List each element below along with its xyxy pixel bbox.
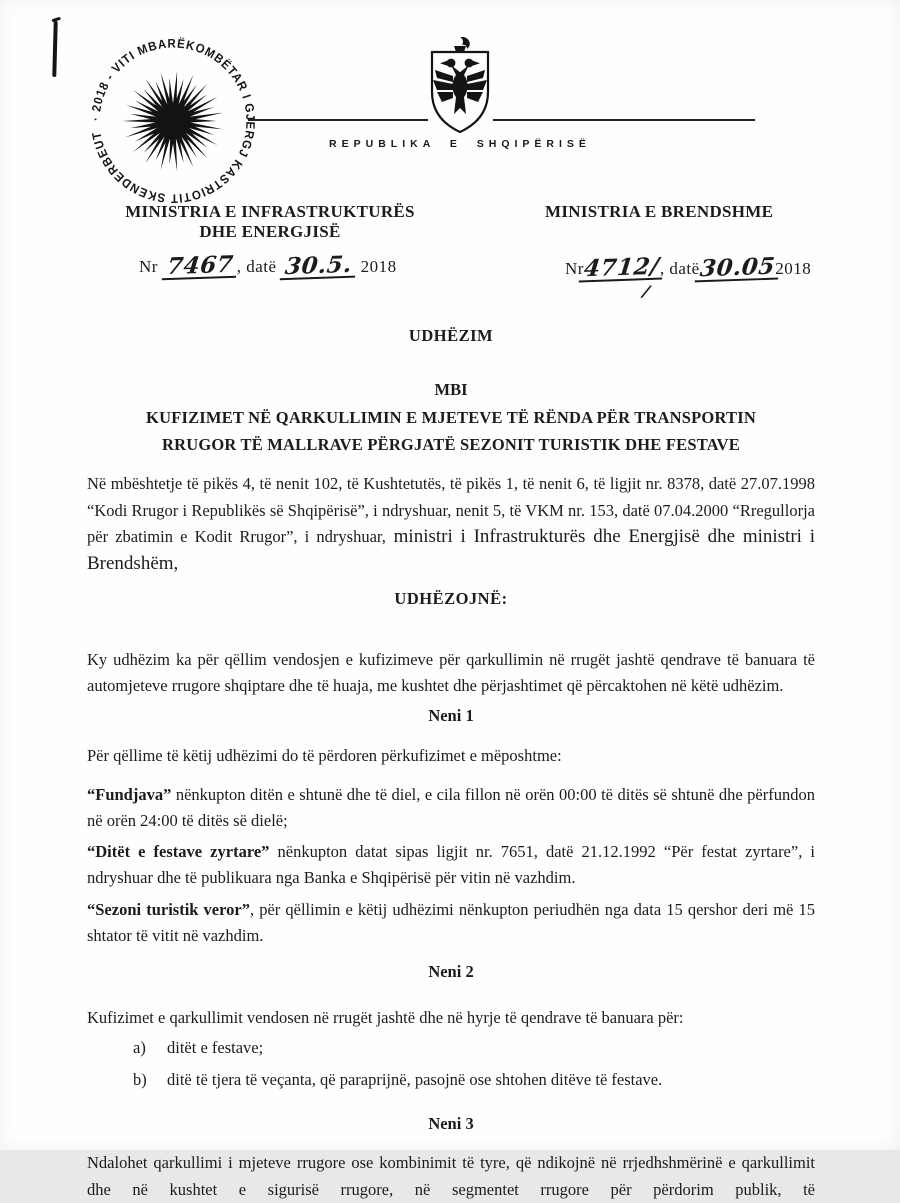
ministry-left-name-line1: MINISTRIA E INFRASTRUKTURËS xyxy=(125,202,415,221)
document-body xyxy=(87,0,815,1203)
handwritten-stroke: / xyxy=(640,281,652,303)
definition-term: “Sezoni turistik veror” xyxy=(87,899,250,919)
year-label: 2018 xyxy=(360,257,397,276)
definition-term: “Fundjava” xyxy=(87,784,172,804)
subject-preposition: MBI xyxy=(434,379,468,399)
definition-body: nënkupton ditën e shtunë dhe të diel, e cila fillon në orën 00:00 të ditës së shtunë dhe përfundon në orën 24:00 të ditës së dielë; xyxy=(87,784,815,830)
preamble-paragraph xyxy=(87,471,815,577)
order-heading: UDHËZOJNË: xyxy=(394,589,508,608)
article-1-heading: Neni 1 xyxy=(428,705,474,725)
subject-heading xyxy=(87,405,815,458)
list-item-b xyxy=(87,1067,815,1094)
legal-basis-text: Në mbështetje të pikës 4, të nenit 102, të Kushtetutës, të pikës 1, të nenit 6, të ligjit nr. 8378, datë 27.07.1998 “Kodi Rrugor i Republikës së Shqipërisë”, i ndryshuar, nenit 5, të VKM nr. 153, datë 07.04.2000 “Rregullorja për zbatimin e Kodit Rrugor”, i ndryshuar, xyxy=(87,474,815,546)
article-3-heading: Neni 3 xyxy=(428,1113,474,1133)
list-item-a xyxy=(87,1035,815,1062)
subject-line1: KUFIZIMET NË QARKULLIMIN E MJETEVE TË RËNDA PËR TRANSPORTIN xyxy=(146,408,756,427)
handwritten-date: 30.05 xyxy=(694,258,779,283)
handwritten-number: 7467 xyxy=(161,256,238,281)
ministry-right-name: MINISTRIA E BRENDSHME xyxy=(545,202,774,221)
subject-line2: RRUGOR TË MALLRAVE PËRGJATË SEZONIT TURISTIK DHE FESTAVE xyxy=(161,434,740,454)
date-label: , datë xyxy=(659,259,700,278)
purpose-paragraph: Ky udhëzim ka për qëllim vendosjen e kufizimeve për qarkullimin në rrugët jashtë qendrave të banuara të automjeteve rrugore shqiptare dhe të huaja, me kushtet dhe përjashtimet që përcaktohen në këtë udhëzim. xyxy=(87,649,815,695)
definition-fundjava xyxy=(87,782,815,835)
date-label: , datë xyxy=(236,257,277,276)
issuers-text: ministri i Infrastrukturës dhe Energjisë dhe ministri i Brendshëm, xyxy=(87,526,815,574)
list-text: ditët e festave; xyxy=(167,1037,264,1057)
handwritten-date: 30.5. xyxy=(280,256,357,281)
definition-sezoni-turistik xyxy=(87,897,815,950)
article-1-intro: Për qëllime të këtij udhëzimi do të përdoren përkufizimet e mëposhtme: xyxy=(87,746,562,765)
republic-label: REPUBLIKA E SHQIPËRISË xyxy=(329,138,591,150)
list-marker: a) xyxy=(133,1037,146,1057)
list-marker: b) xyxy=(133,1070,147,1089)
definition-body: nënkupton datat sipas ligjit nr. 7651, datë 21.12.1992 “Për festat zyrtare”, i ndryshuar dhe të publikuara nga Banka e Shqipërisë për vitin në vazhdim. xyxy=(87,841,815,887)
stamp-text: · 2018 - VITI MBARËKOMBËTAR I GJERGJ KASTRIOTIT SKENDERBEUT xyxy=(88,36,258,206)
doc-type-heading: UDHËZIM xyxy=(408,326,494,345)
article-3-paragraph: Ndalohet qarkullimi i mjeteve rrugore ose kombinimit të tyre, që ndikojnë në rrjedhshmërinë e qarkullimit dhe në kushtet e sigurisë rrugore, në segmentet rrugore për përdorim publik, të xyxy=(87,1153,815,1199)
definition-ditet-e-festave xyxy=(87,839,815,892)
pen-mark xyxy=(52,21,57,77)
ministry-left-name-line2: DHE ENERGJISË xyxy=(199,222,341,241)
handwritten-number: 4712/ xyxy=(579,258,665,283)
definition-body: , për qëllimin e këtij udhëzimi nënkupton periudhën nga data 15 qershor deri më 15 shtator të vitit në vazhdim. xyxy=(87,899,815,945)
article-2-intro: Kufizimet e qarkullimit vendosen në rrugët jashtë dhe në hyrje të qendrave të banuara për: xyxy=(87,1008,684,1027)
article-2-heading: Neni 2 xyxy=(428,961,474,981)
year-label: 2018 xyxy=(775,259,812,278)
definition-term: “Ditët e festave zyrtare” xyxy=(87,841,270,861)
nr-label: Nr xyxy=(565,259,584,278)
nr-label: Nr xyxy=(139,257,158,276)
list-text: ditë të tjera të veçanta, që paraprijnë, pasojnë ose shtohen ditëve të festave. xyxy=(167,1070,663,1089)
